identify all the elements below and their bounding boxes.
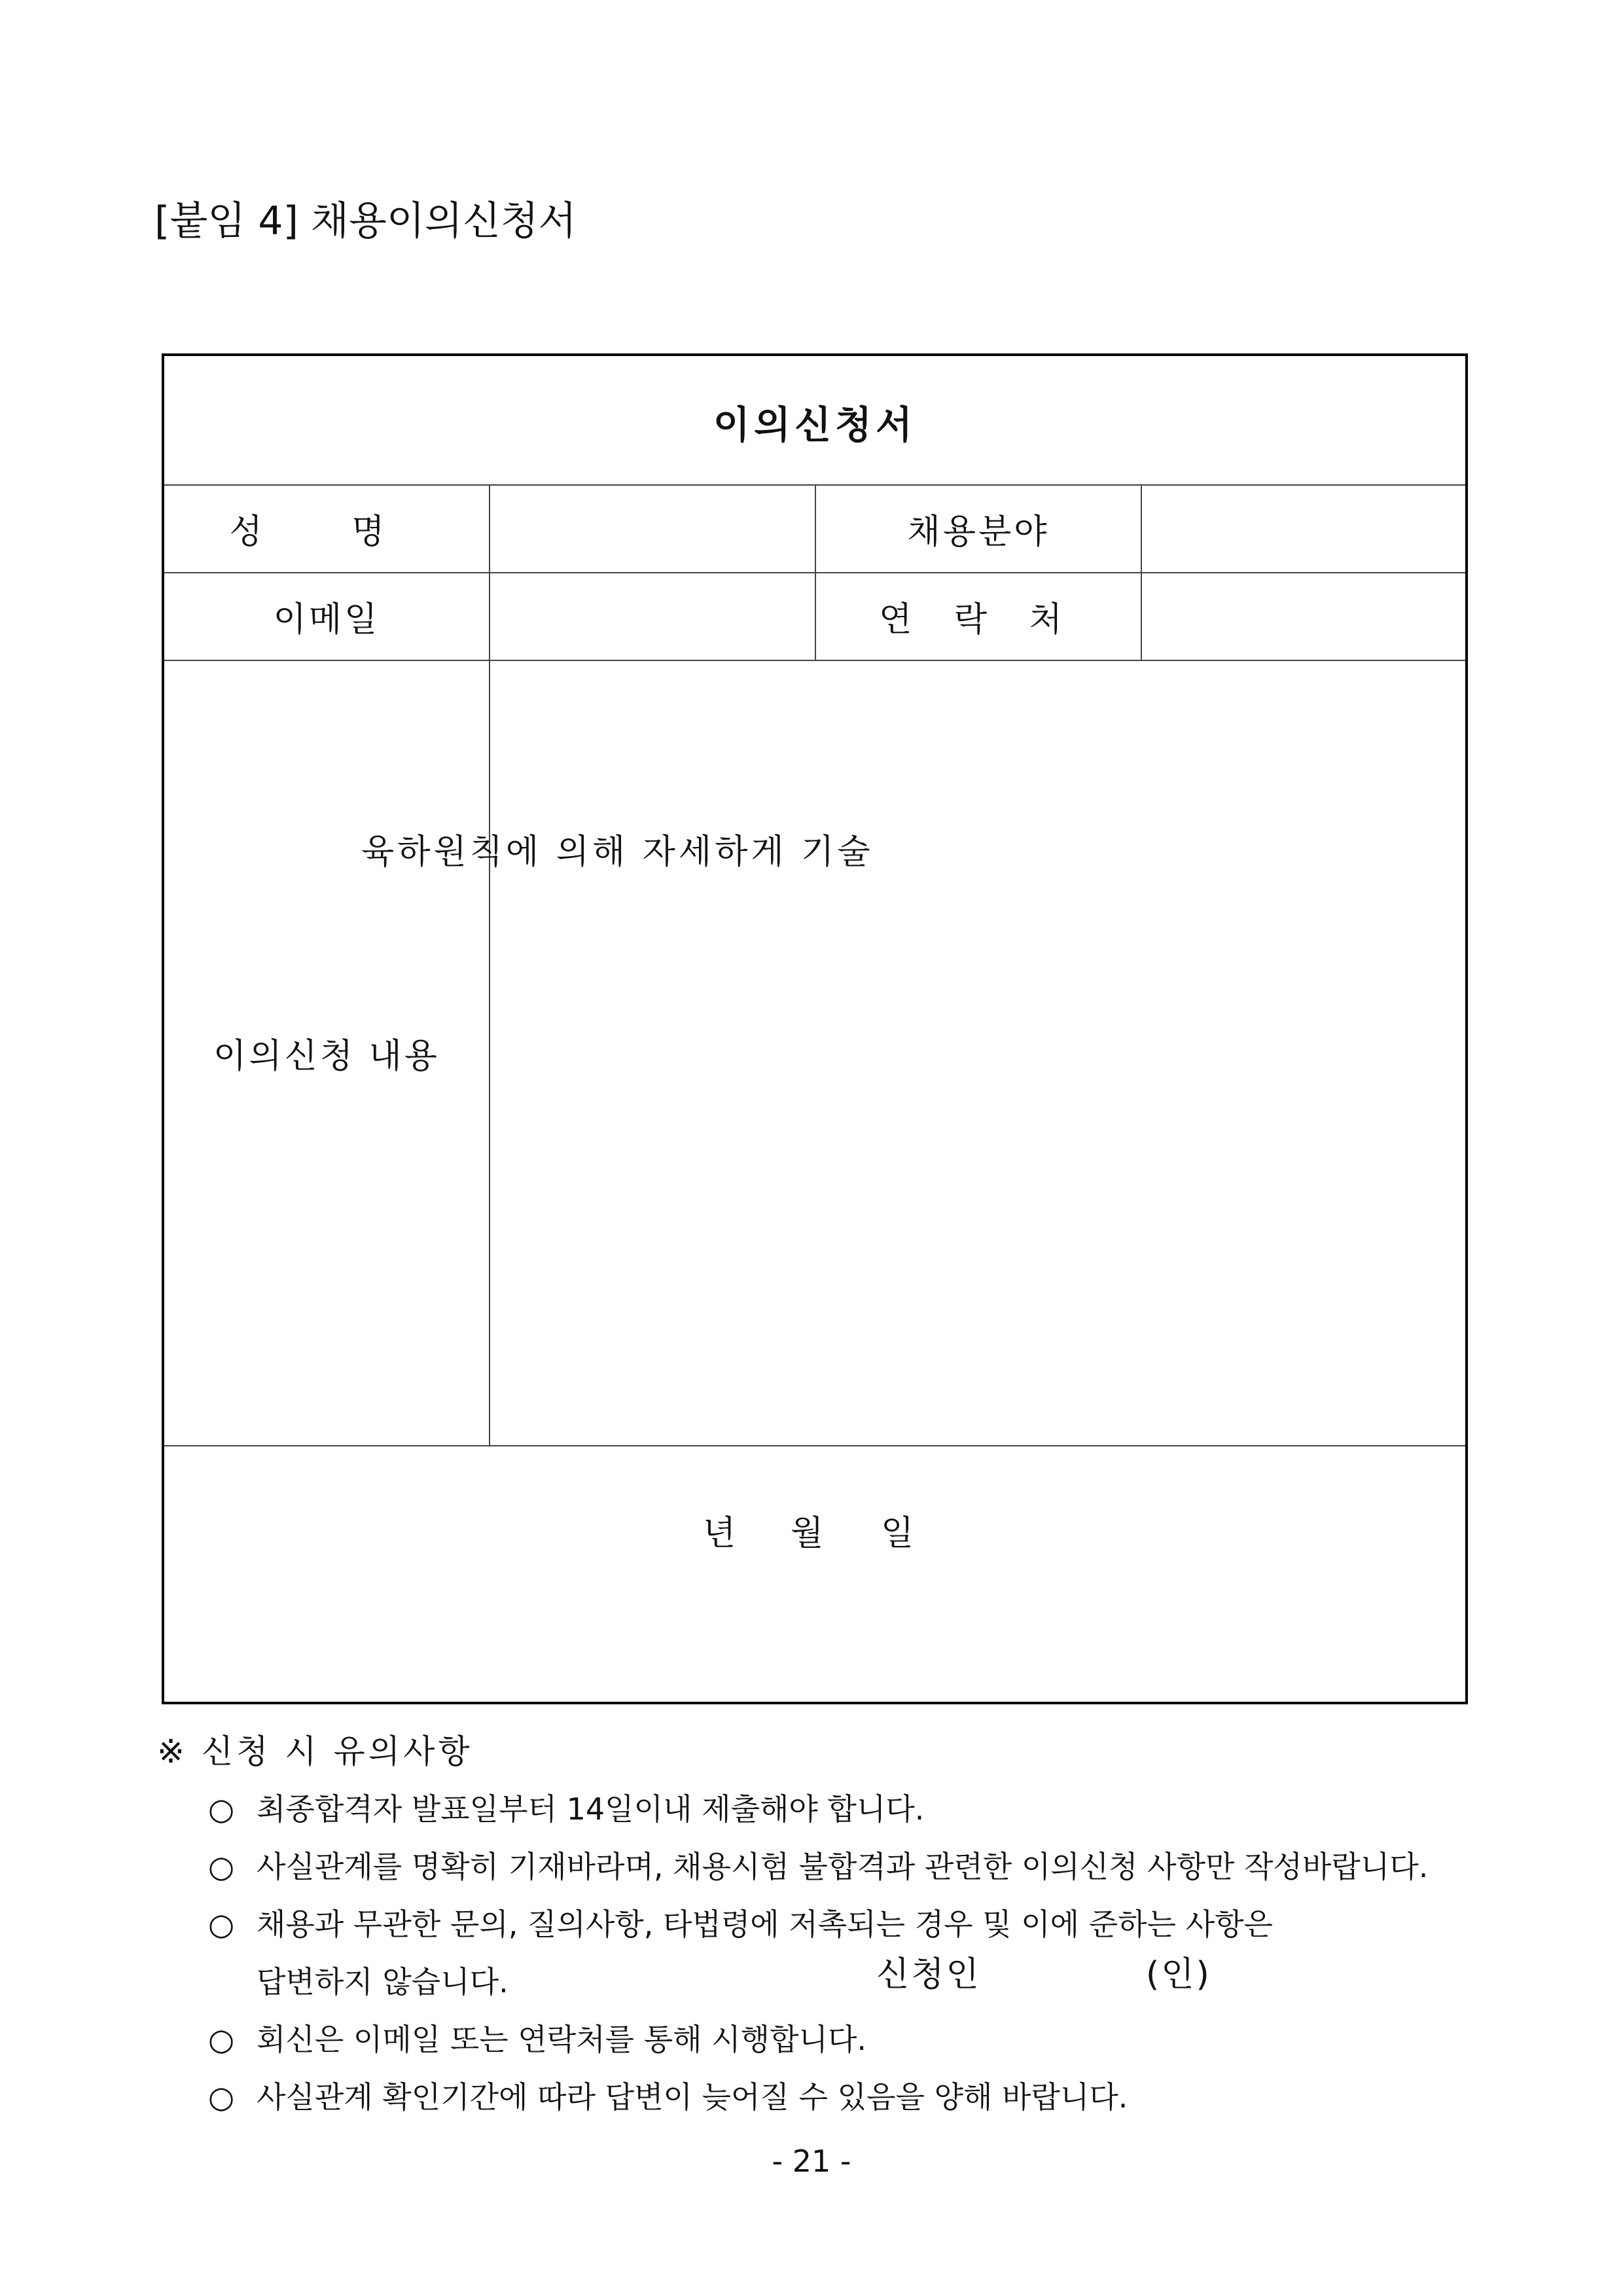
date-month: 월: [791, 1514, 824, 1553]
contact-label: 연 락 처: [879, 600, 1078, 639]
notes-title: ※ 신청 시 유의사항: [157, 1732, 473, 1770]
note-text: 사실관계 확인기간에 따라 답변이 늦어질 수 있음을 양해 바랍니다.: [257, 2079, 1128, 2115]
attachment-title: [붙임 4] 채용이의신청서: [154, 198, 577, 244]
field-value[interactable]: [1142, 486, 1465, 571]
bullet-icon: ○: [208, 2022, 235, 2057]
field-label: 채용분야: [907, 512, 1050, 552]
note-item: [208, 1840, 1428, 1893]
note-text: 최종합격자 발표일부터 14일이내 제출해야 합니다.: [257, 1791, 925, 1827]
date-line: [703, 1505, 914, 1554]
content-field[interactable]: [490, 661, 1465, 1444]
bullet-icon: ○: [208, 1791, 235, 1827]
contact-field[interactable]: [1142, 573, 1465, 658]
date-year: 년: [703, 1514, 736, 1553]
note-text: 사실관계를 명확히 기재바라며, 채용시험 불합격과 관련한 이의신청 사항만 작성바랍니다.: [257, 1849, 1429, 1884]
note-text-continuation: 답변하지 않습니다.: [257, 1964, 508, 2000]
content-label: 이의신청 내용: [213, 1036, 440, 1076]
date-day: 일: [881, 1514, 914, 1553]
note-text: 채용과 무관한 문의, 질의사항, 타법령에 저촉되는 경우 및 이에 준하는 사항은: [257, 1907, 1273, 1942]
content-hint: 육하원칙에 의해 자세하게 기술: [361, 832, 874, 872]
bullet-icon: ○: [208, 1849, 235, 1884]
form-title: 이의신청서: [713, 403, 917, 447]
name-field[interactable]: [490, 486, 813, 571]
applicant-label: 신청인: [876, 1955, 981, 1994]
seal-label: (인): [1146, 1955, 1211, 1994]
note-item: [208, 2013, 866, 2066]
page-number: - 21 -: [772, 2144, 851, 2179]
note-text: 회신은 이메일 또는 연락처를 통해 시행합니다.: [257, 2022, 867, 2057]
note-item: [208, 1783, 924, 1835]
bullet-icon: ○: [208, 2079, 235, 2115]
email-label: 이메일: [273, 600, 380, 639]
note-item: [208, 1898, 1273, 1950]
name-label: 성 명: [229, 512, 424, 552]
email-field[interactable]: [490, 573, 813, 658]
row-divider: [164, 1445, 1465, 1446]
note-item: [208, 2071, 1128, 2123]
bullet-icon: ○: [208, 1907, 235, 1942]
